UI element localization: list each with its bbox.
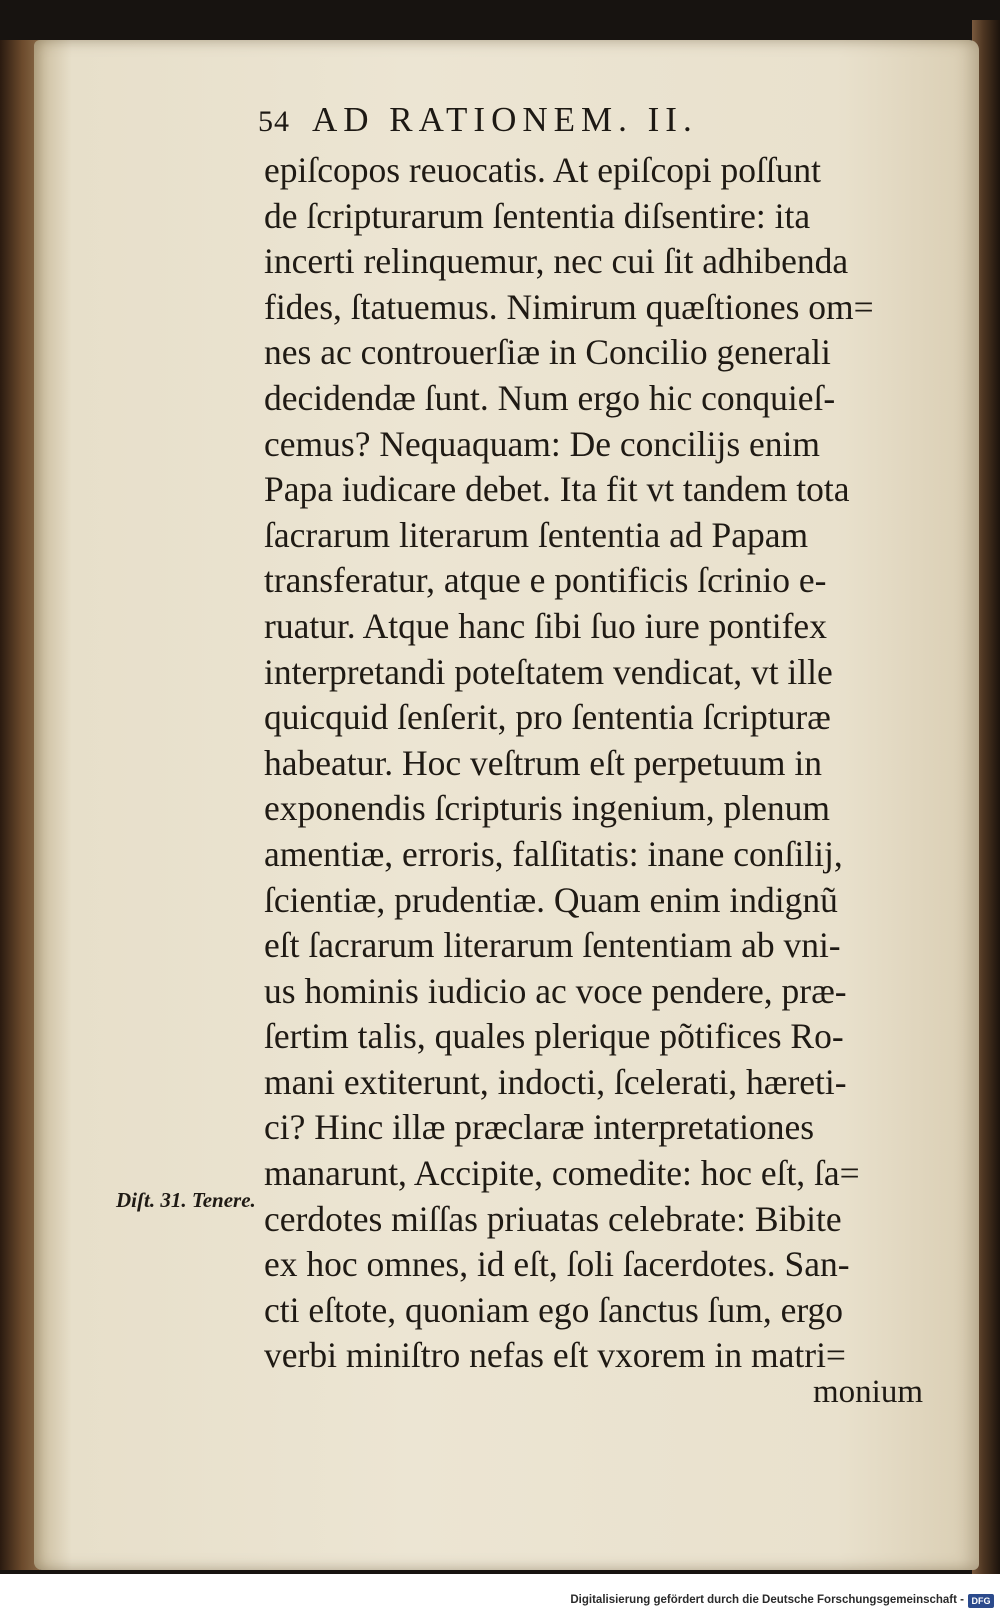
- text-line: de ſcripturarum ſententia diſsentire: ita: [264, 195, 811, 236]
- catchword: monium: [812, 1374, 923, 1410]
- text-line: incerti relinquemur, nec cui ſit adhibenda: [264, 241, 849, 282]
- text-line: decidendæ ſunt. Num ergo hic conquieſ-: [264, 377, 836, 418]
- text-line: epiſcopos reuocatis. At epiſcopi poſſunt: [264, 150, 822, 190]
- text-line: Papa iudicare debet. Ita fit vt tandem tota: [264, 469, 850, 510]
- dfg-logo-icon: DFG: [968, 1594, 994, 1608]
- text-line: cemus? Nequaquam: De concilijs enim: [264, 423, 820, 464]
- text-line: cti eſtote, quoniam ego ſanctus ſum, ergo: [264, 1289, 844, 1330]
- text-line: interpretandi poteſtatem vendicat, vt ille: [264, 651, 833, 692]
- text-line: ſertim talis, quales plerique põtifices Ro-: [264, 1016, 844, 1057]
- text-line: nes ac controuerſiæ in Concilio generali: [264, 332, 831, 373]
- marginal-note: Diſt. 31. Tenere.: [116, 1188, 256, 1212]
- footer-bar: [0, 1574, 1000, 1614]
- text-line: cerdotes miſſas priuatas celebrate: Bibite: [264, 1198, 842, 1239]
- page-number: 54: [258, 105, 290, 138]
- body-text: [264, 148, 954, 1379]
- text-line: habeatur. Hoc veſtrum eſt perpetuum in: [264, 742, 822, 783]
- text-line: eſt ſacrarum literarum ſententiam ab vni-: [264, 925, 841, 966]
- text-line: ſcientiæ, prudentiæ. Quam enim indignũ: [264, 879, 838, 920]
- text-line: ruatur. Atque hanc ſibi ſuo iure pontifex: [264, 605, 827, 646]
- running-header: [258, 100, 858, 152]
- text-line: exponendis ſcripturis ingenium, plenum: [264, 788, 830, 829]
- text-line: ſacrarum literarum ſententia ad Papam: [264, 514, 809, 555]
- text-line: mani extiterunt, indocti, ſcelerati, hæreti-: [264, 1061, 847, 1102]
- text-line: manarunt, Accipite, comedite: hoc eſt, ſa=: [264, 1153, 860, 1194]
- text-line: transferatur, atque e pontificis ſcrinio e-: [264, 560, 827, 601]
- text-line: amentiæ, erroris, falſitatis: inane conſilij,: [264, 833, 843, 874]
- text-line: quicquid ſenſerit, pro ſententia ſcripturæ: [264, 697, 831, 738]
- text-line: ci? Hinc illæ præclaræ interpretationes: [264, 1107, 815, 1148]
- footer-credit: Digitalisierung gefördert durch die Deutsche Forschungsgemeinschaft -: [570, 1594, 964, 1606]
- text-line: us hominis iudicio ac voce pendere, præ-: [264, 970, 847, 1011]
- running-head-title: AD RATIONEM. II.: [312, 100, 698, 139]
- text-line: verbi miniſtro nefas eſt vxorem in matri=: [264, 1335, 846, 1376]
- text-line: ex hoc omnes, id eſt, ſoli ſacerdotes. San-: [264, 1244, 850, 1285]
- text-line: fides, ſtatuemus. Nimirum quæſtiones om=: [264, 286, 874, 327]
